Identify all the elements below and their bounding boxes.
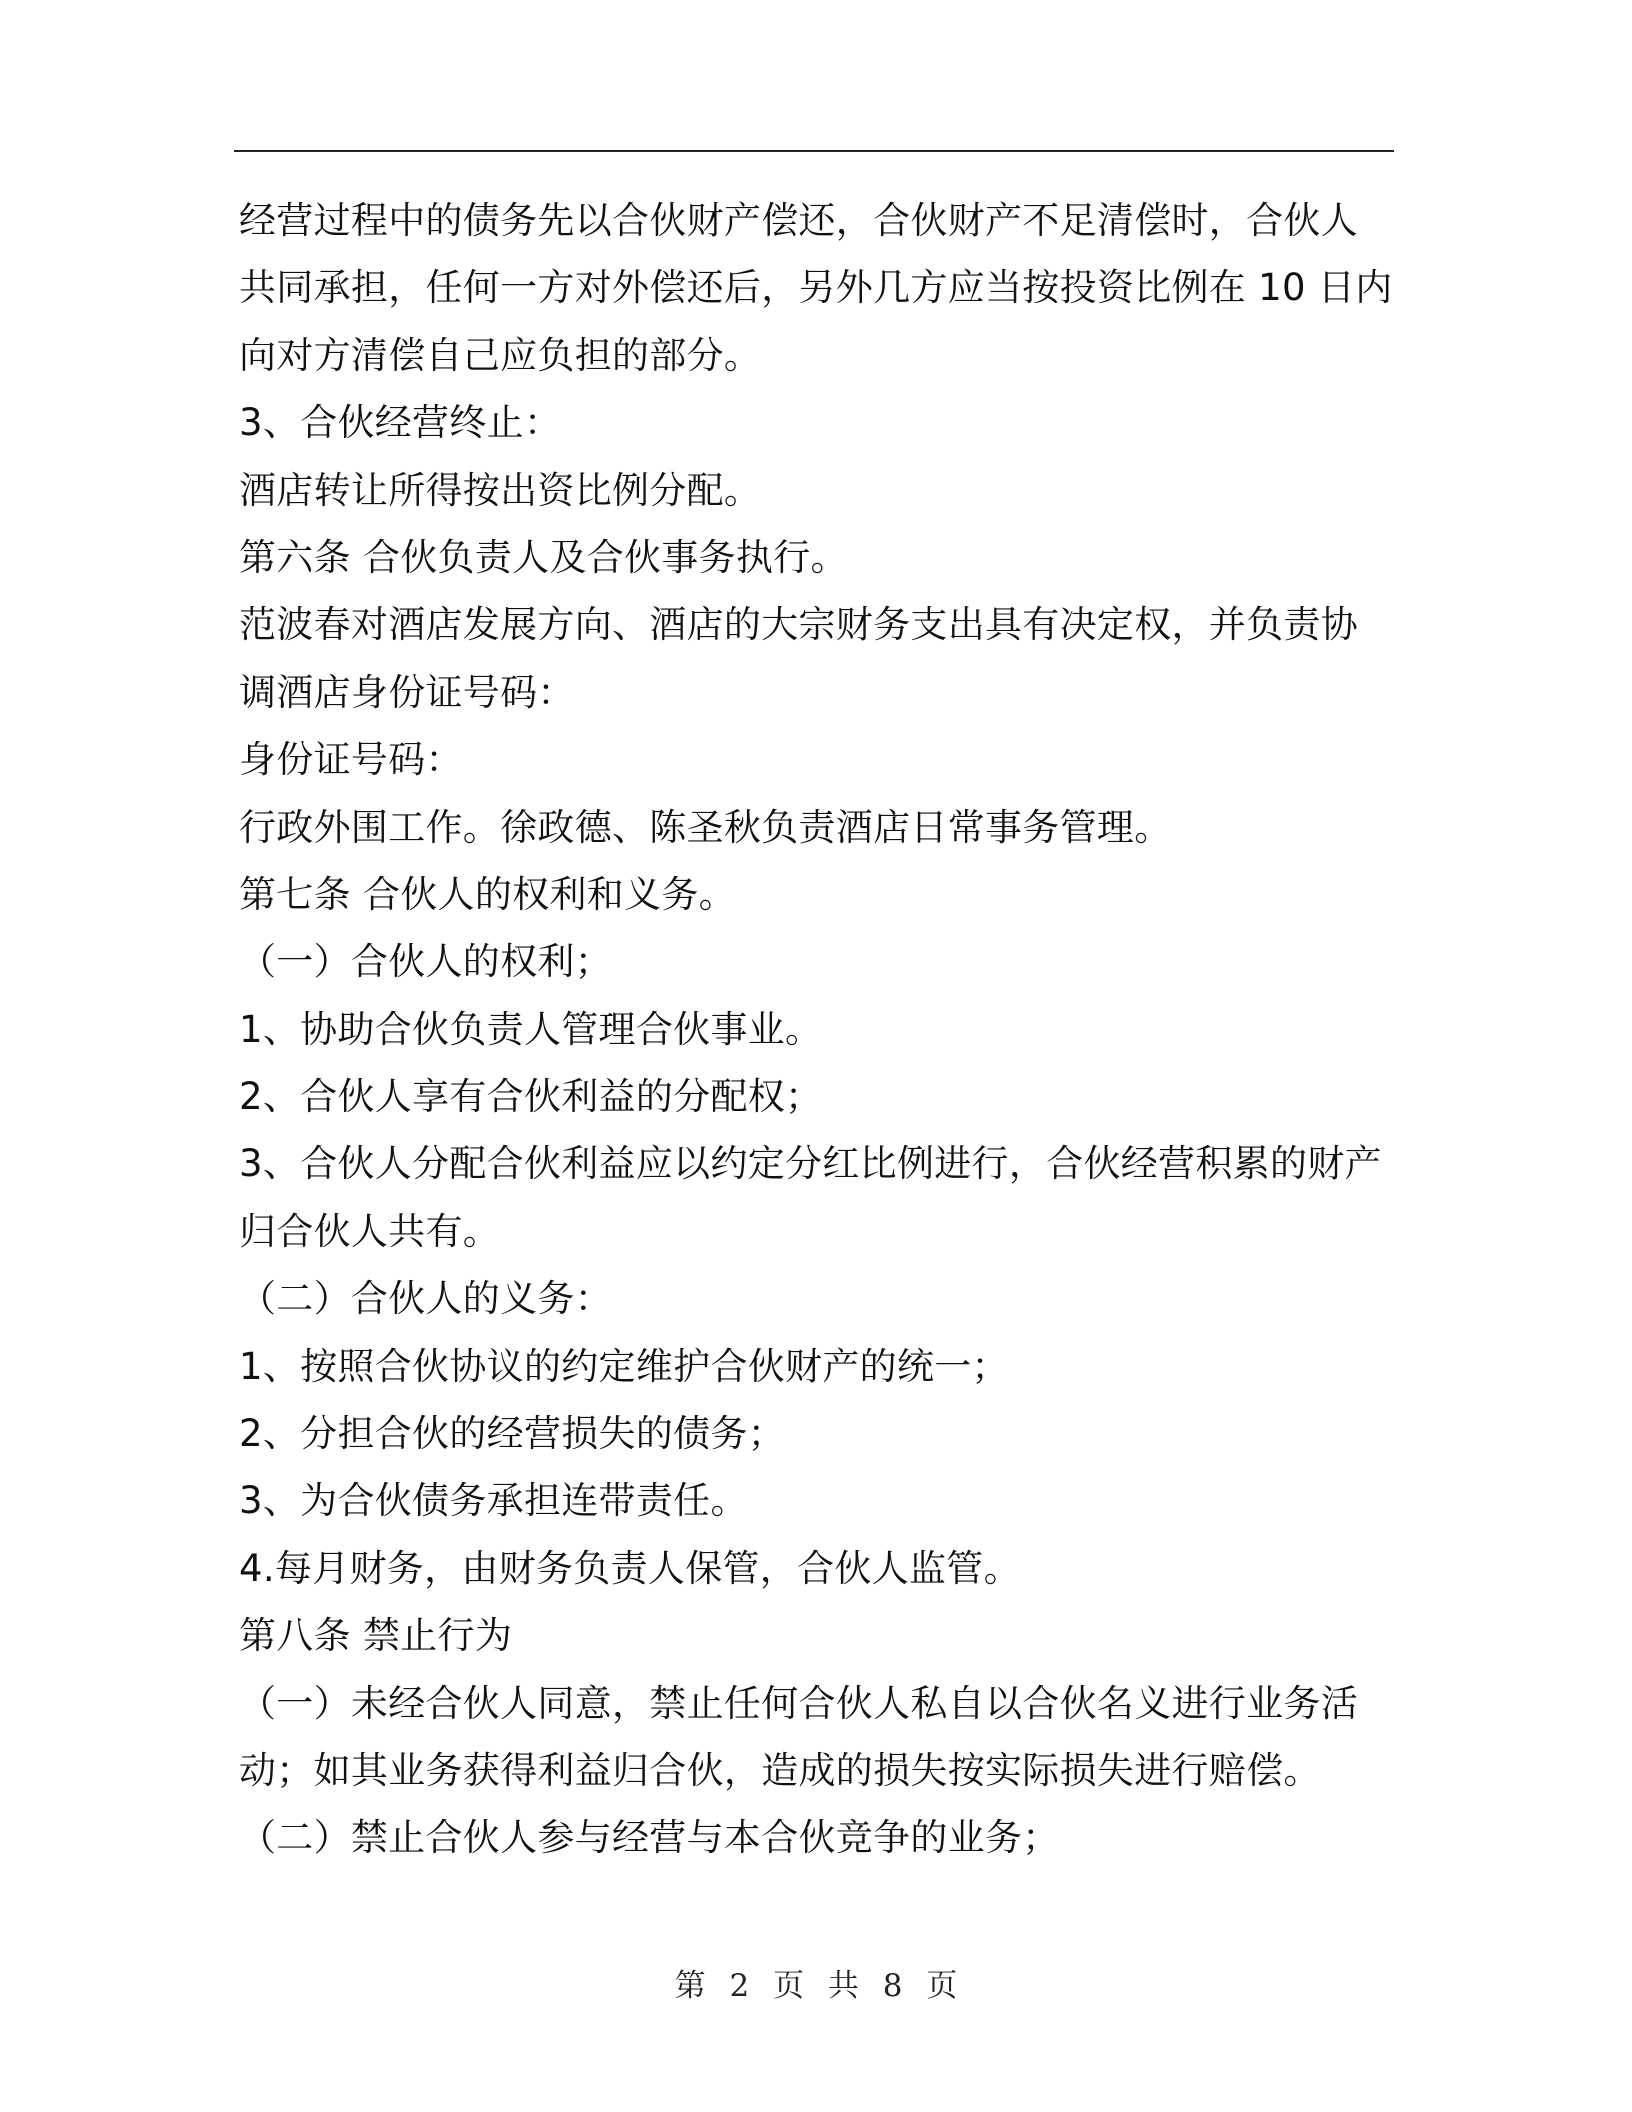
text-line: 向对方清偿自己应负担的部分。 [239, 333, 762, 377]
section-heading: 第六条 合伙负责人及合伙事务执行。 [239, 535, 848, 579]
text-line: 调酒店身份证号码： [239, 670, 575, 714]
header-rule [234, 150, 1394, 152]
text-line: 经营过程中的债务先以合伙财产偿还，合伙财产不足清偿时，合伙人 [239, 199, 1358, 242]
text-line: 共同承担，任何一方对外偿还后，另外几方应当按投资比例在 10 日内 [239, 266, 1393, 310]
text-line: （一）未经合伙人同意，禁止任何合伙人私自以合伙名义进行业务活 [239, 1681, 1358, 1725]
text-line: 3、合伙经营终止： [239, 401, 562, 445]
text-line: 范波春对酒店发展方向、酒店的大宗财务支出具有决定权，并负责协 [239, 603, 1358, 647]
text-line: （二）禁止合伙人参与经营与本合伙竞争的业务； [239, 1816, 1060, 1860]
list-item: 2、分担合伙的经营损失的债务； [239, 1412, 786, 1456]
text-line: 酒店转让所得按出资比例分配。 [239, 468, 762, 512]
list-item: 3、合伙人分配合伙利益应以约定分红比例进行，合伙经营积累的财产 [239, 1142, 1382, 1186]
list-item: 3、为合伙债务承担连带责任。 [239, 1479, 748, 1523]
document-body [239, 187, 1404, 1872]
list-item: 4.每月财务，由财务负责人保管，合伙人监管。 [239, 1546, 1021, 1590]
text-line: 身份证号码： [239, 738, 463, 782]
text-line: 动；如其业务获得利益归合伙，造成的损失按实际损失进行赔偿。 [239, 1748, 1321, 1792]
list-item: 1、协助合伙负责人管理合伙事业。 [239, 1007, 823, 1051]
section-heading: 第八条 禁止行为 [239, 1614, 513, 1658]
list-item: 1、按照合伙协议的约定维护合伙财产的统一； [239, 1344, 1009, 1388]
text-line: 归合伙人共有。 [239, 1209, 501, 1253]
section-heading: 第七条 合伙人的权利和义务。 [239, 872, 736, 916]
list-item: 2、合伙人享有合伙利益的分配权； [239, 1075, 823, 1119]
subsection-heading: （二）合伙人的义务： [239, 1277, 612, 1321]
text-line: 行政外围工作。徐政德、陈圣秋负责酒店日常事务管理。 [239, 805, 1172, 849]
page-number-footer: 第 2 页 共 8 页 [674, 1968, 958, 2004]
subsection-heading: （一）合伙人的权利； [239, 940, 612, 984]
